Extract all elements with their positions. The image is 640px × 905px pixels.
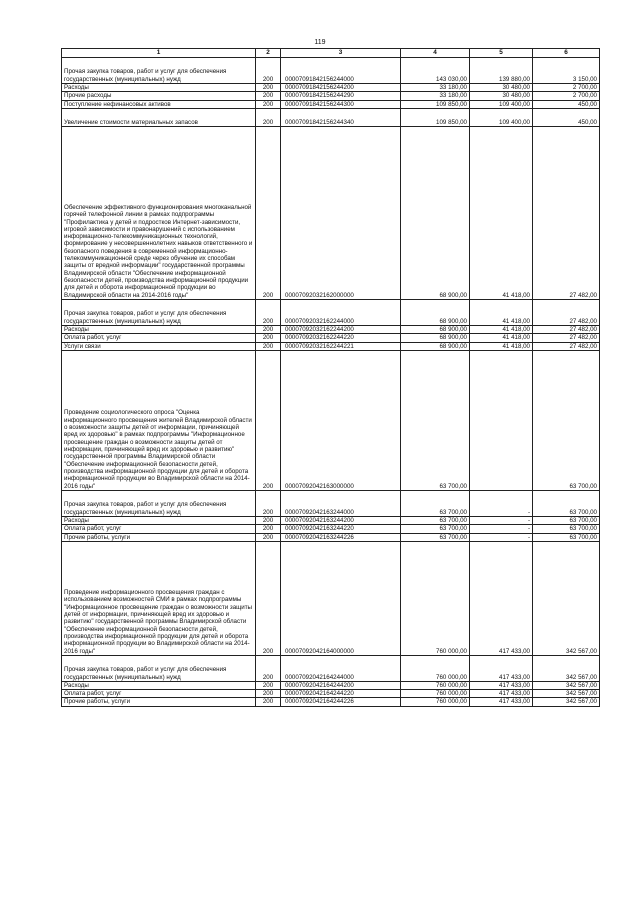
row-kbk: 00007092032162244200 [281, 325, 401, 333]
row-value-plan: 760 000,00 [401, 655, 470, 681]
row-value-plan: 760 000,00 [401, 541, 470, 655]
header-row [62, 49, 600, 58]
row-value-executed: 417 433,00 [470, 655, 533, 681]
row-kbk: 00007092032162244000 [281, 299, 401, 325]
row-value-remainder: 2 700,00 [533, 92, 600, 100]
row-description: Обеспечение эффективного функционирования многоканальной горячей телефонной линии в рамках подпрограммы "Профилактика у детей и подростков Интернет-зависимости, игровой зависимости и правонарушений с использованием информационно-телекоммуникационных технологий, формирование у несовершеннолетних навыков ответственного и безопасного поведения в современной информационно-телекоммуникационной среде через обучение их способам защиты от вредной информации" государственной программы Владимирской области "Обеспечение информационной безопасности детей, производства информационной продукции для детей и оборота информационной продукции во Владимирской области на 2014-2016 годы" [62, 126, 256, 299]
row-value-executed: 41 418,00 [470, 299, 533, 325]
row-description: Прочая закупка товаров, работ и услуг для обеспечения государственных (муниципальных) нужд [62, 58, 256, 84]
row-value-plan: 68 900,00 [401, 342, 470, 350]
table-row [62, 690, 600, 698]
row-value-executed: - [470, 490, 533, 516]
row-value-plan: 760 000,00 [401, 690, 470, 698]
row-value-executed [470, 350, 533, 490]
row-value-plan: 760 000,00 [401, 698, 470, 706]
row-description: Услуги связи [62, 342, 256, 350]
row-value-remainder: 342 567,00 [533, 681, 600, 689]
table-row [62, 108, 600, 126]
table-row [62, 92, 600, 100]
table-row [62, 698, 600, 706]
row-description: Поступление нефинансовых активов [62, 100, 256, 108]
row-value-plan: 760 000,00 [401, 681, 470, 689]
row-value-plan: 68 900,00 [401, 334, 470, 342]
col-header-3: 3 [281, 49, 401, 58]
row-description: Расходы [62, 84, 256, 92]
row-value-remainder: 63 700,00 [533, 350, 600, 490]
row-code: 200 [256, 525, 281, 533]
table-row [62, 325, 600, 333]
table-body [62, 58, 600, 707]
table-row [62, 516, 600, 524]
row-value-executed: 30 480,00 [470, 84, 533, 92]
row-code: 200 [256, 58, 281, 84]
row-value-executed: 417 433,00 [470, 681, 533, 689]
row-description: Прочая закупка товаров, работ и услуг для обеспечения государственных (муниципальных) нужд [62, 299, 256, 325]
row-kbk: 00007092042164244200 [281, 681, 401, 689]
row-value-plan: 68 900,00 [401, 325, 470, 333]
row-value-executed: 109 400,00 [470, 100, 533, 108]
row-code: 200 [256, 690, 281, 698]
row-value-plan: 63 700,00 [401, 516, 470, 524]
row-kbk: 00007092032162000000 [281, 126, 401, 299]
row-value-remainder: 27 482,00 [533, 342, 600, 350]
row-kbk: 00007092042164244220 [281, 690, 401, 698]
row-kbk: 00007092042163244226 [281, 533, 401, 541]
table-row [62, 58, 600, 84]
row-value-executed: 30 480,00 [470, 92, 533, 100]
row-value-remainder: 342 567,00 [533, 690, 600, 698]
col-header-1: 1 [62, 49, 256, 58]
row-value-remainder: 342 567,00 [533, 655, 600, 681]
table-row [62, 84, 600, 92]
row-value-plan: 63 700,00 [401, 350, 470, 490]
row-value-executed: 109 400,00 [470, 108, 533, 126]
row-value-remainder: 342 567,00 [533, 541, 600, 655]
row-description: Проведение социологического опроса "Оценка информационного просвещения жителей Владимирской области о возможности защиты детей от информации, причиняющей вред их здоровью" в рамках подпрограммы "Информационное просвещение граждан о возможности защиты детей от информации, причиняющей вред их здоровью и развитию" государственной программы Владимирской области "Обеспечение информационной безопасности детей, производства информационной продукции для детей и оборота информационной продукции во Владимирской области на 2014-2016 годы" [62, 350, 256, 490]
table-row [62, 681, 600, 689]
row-value-plan: 109 850,00 [401, 100, 470, 108]
row-kbk: 00007091842156244290 [281, 92, 401, 100]
row-value-executed: 139 880,00 [470, 58, 533, 84]
row-value-executed: 417 433,00 [470, 698, 533, 706]
row-description: Расходы [62, 681, 256, 689]
table-row [62, 299, 600, 325]
row-kbk: 00007092032162244220 [281, 334, 401, 342]
row-description: Расходы [62, 516, 256, 524]
table-row [62, 525, 600, 533]
table-row [62, 533, 600, 541]
row-kbk: 00007091842156244000 [281, 58, 401, 84]
row-code: 200 [256, 350, 281, 490]
row-value-remainder: 63 700,00 [533, 525, 600, 533]
row-code: 200 [256, 342, 281, 350]
row-value-remainder: 27 482,00 [533, 334, 600, 342]
row-value-remainder: 63 700,00 [533, 516, 600, 524]
row-code: 200 [256, 334, 281, 342]
row-value-plan: 68 900,00 [401, 126, 470, 299]
row-code: 200 [256, 299, 281, 325]
row-description: Прочие работы, услуги [62, 533, 256, 541]
row-kbk: 00007092042164000000 [281, 541, 401, 655]
row-value-plan: 33 180,00 [401, 84, 470, 92]
row-value-plan: 63 700,00 [401, 490, 470, 516]
row-code: 200 [256, 325, 281, 333]
row-description: Прочие работы, услуги [62, 698, 256, 706]
row-value-plan: 63 700,00 [401, 525, 470, 533]
row-code: 200 [256, 92, 281, 100]
row-value-remainder: 63 700,00 [533, 533, 600, 541]
row-code: 200 [256, 516, 281, 524]
row-description: Увеличение стоимости материальных запасов [62, 108, 256, 126]
row-kbk: 00007092032162244221 [281, 342, 401, 350]
row-value-plan: 63 700,00 [401, 533, 470, 541]
row-value-remainder: 27 482,00 [533, 325, 600, 333]
row-description: Оплата работ, услуг [62, 690, 256, 698]
row-value-plan: 109 850,00 [401, 108, 470, 126]
row-code: 200 [256, 698, 281, 706]
row-value-executed: 41 418,00 [470, 342, 533, 350]
row-code: 200 [256, 108, 281, 126]
row-value-plan: 68 900,00 [401, 299, 470, 325]
row-kbk: 00007092042164244226 [281, 698, 401, 706]
row-kbk: 00007091842156244340 [281, 108, 401, 126]
row-code: 200 [256, 655, 281, 681]
row-kbk: 00007092042164244000 [281, 655, 401, 681]
row-kbk: 00007092042163244000 [281, 490, 401, 516]
row-value-remainder: 27 482,00 [533, 299, 600, 325]
row-value-remainder: 2 700,00 [533, 84, 600, 92]
row-kbk: 00007092042163000000 [281, 350, 401, 490]
row-value-remainder: 450,00 [533, 100, 600, 108]
row-kbk: 00007091842156244300 [281, 100, 401, 108]
row-value-executed: 417 433,00 [470, 690, 533, 698]
row-value-remainder: 63 700,00 [533, 490, 600, 516]
row-kbk: 00007092042163244220 [281, 525, 401, 533]
col-header-2: 2 [256, 49, 281, 58]
table-row [62, 126, 600, 299]
col-header-5: 5 [470, 49, 533, 58]
row-value-executed: 41 418,00 [470, 334, 533, 342]
row-code: 200 [256, 533, 281, 541]
row-code: 200 [256, 490, 281, 516]
row-description: Прочая закупка товаров, работ и услуг для обеспечения государственных (муниципальных) нужд [62, 490, 256, 516]
row-description: Прочая закупка товаров, работ и услуг для обеспечения государственных (муниципальных) нужд [62, 655, 256, 681]
row-code: 200 [256, 100, 281, 108]
row-description: Расходы [62, 325, 256, 333]
row-code: 200 [256, 84, 281, 92]
table-row [62, 655, 600, 681]
row-code: 200 [256, 541, 281, 655]
row-value-executed: 417 433,00 [470, 541, 533, 655]
row-value-remainder: 27 482,00 [533, 126, 600, 299]
row-value-plan: 143 030,00 [401, 58, 470, 84]
row-value-remainder: 342 567,00 [533, 698, 600, 706]
col-header-4: 4 [401, 49, 470, 58]
row-description: Проведение информационного просвещения граждан с использованием возможностей СМИ в рамках подпрограммы "Информационное просвещение граждан о возможности защиты детей от информации, причиняющей вред их здоровью и развитию" государственной программы Владимирской области "Обеспечение информационной безопасности детей, производства информационной продукции для детей и оборота информационной продукции во Владимирской области на 2014-2016 годы" [62, 541, 256, 655]
row-description: Оплата работ, услуг [62, 525, 256, 533]
table-row [62, 100, 600, 108]
page-number: 119 [314, 39, 326, 46]
table-row [62, 350, 600, 490]
row-value-executed: 41 418,00 [470, 126, 533, 299]
row-value-remainder: 3 150,00 [533, 58, 600, 84]
row-value-executed: - [470, 516, 533, 524]
row-kbk: 00007092042163244200 [281, 516, 401, 524]
row-value-executed: - [470, 533, 533, 541]
row-kbk: 00007091842156244200 [281, 84, 401, 92]
table-row [62, 342, 600, 350]
row-code: 200 [256, 681, 281, 689]
row-value-executed: - [470, 525, 533, 533]
row-code: 200 [256, 126, 281, 299]
row-value-executed: 41 418,00 [470, 325, 533, 333]
row-description: Оплата работ, услуг [62, 334, 256, 342]
table-row [62, 541, 600, 655]
row-description: Прочие расходы [62, 92, 256, 100]
budget-table [61, 48, 600, 707]
table-row [62, 490, 600, 516]
table-row [62, 334, 600, 342]
row-value-remainder: 450,00 [533, 108, 600, 126]
col-header-6: 6 [533, 49, 600, 58]
row-value-plan: 33 180,00 [401, 92, 470, 100]
